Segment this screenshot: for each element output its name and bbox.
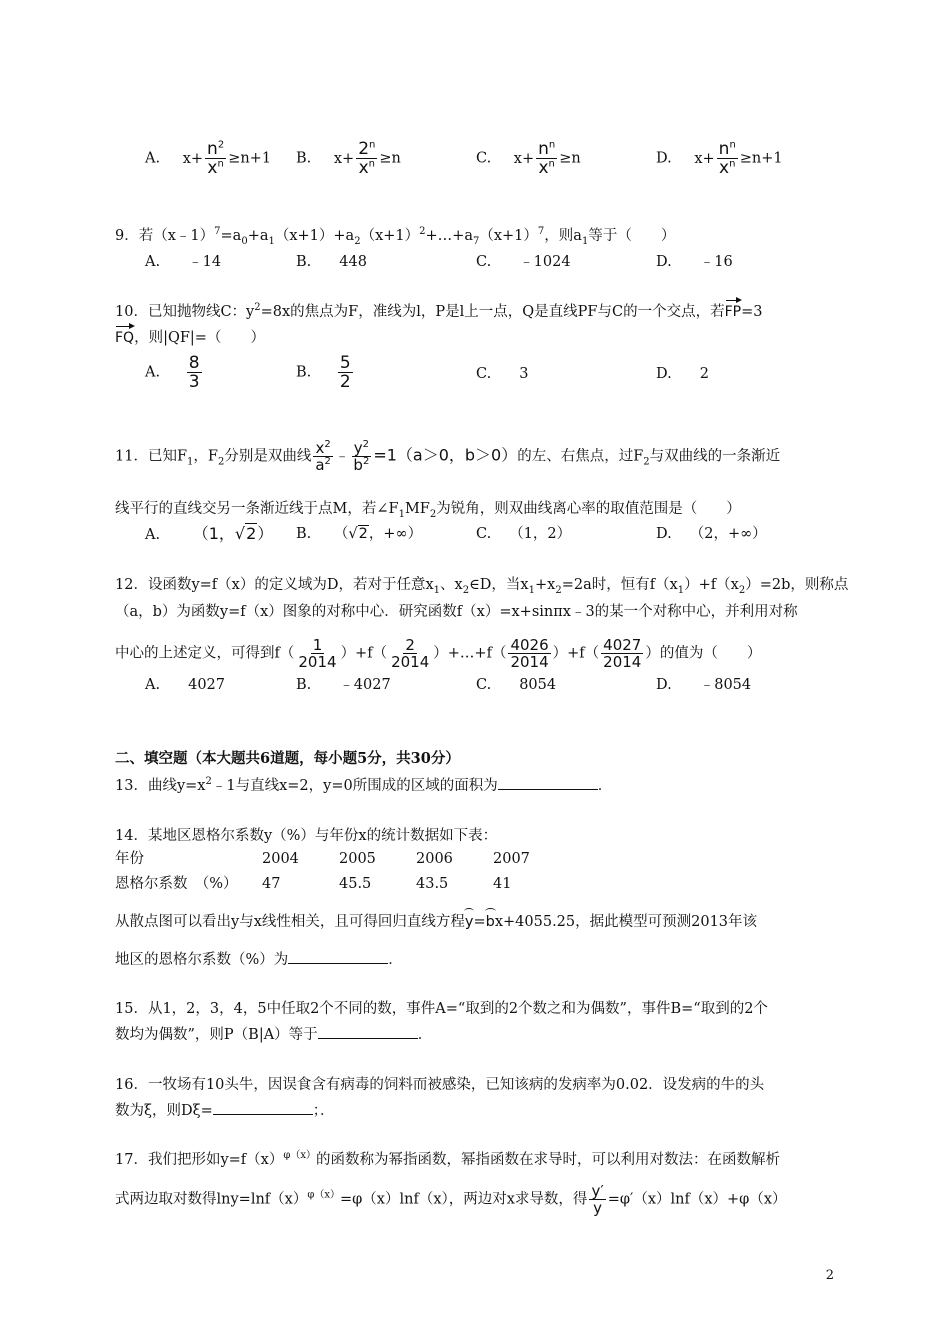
q15-stem-line1: 15．从1，2，3，4，5中任取2个不同的数，事件A=“取到的2个数之和为偶数”，事件B=“取到的2个 <box>115 1001 768 1017</box>
q15-stem-line2 <box>115 1024 432 1045</box>
subscript: 2 <box>462 584 470 596</box>
text: 式两边取对数得lny=lnf（x） <box>115 1191 308 1208</box>
subscript: 2 <box>738 584 746 596</box>
subscript: 2 <box>429 508 437 520</box>
fraction-denominator: 2014 <box>298 653 337 671</box>
q12-option-a <box>145 675 225 695</box>
fraction-numerator: y′ <box>591 1182 604 1200</box>
fraction-y-prime-over-y <box>589 1183 605 1216</box>
text: ． <box>417 1027 433 1043</box>
option-label: C. <box>476 677 492 693</box>
subscript: 7 <box>472 235 480 247</box>
q12-option-b <box>296 675 391 695</box>
option-value: 448 <box>339 254 367 270</box>
fraction <box>296 637 338 670</box>
superscript: n <box>729 158 736 170</box>
superscript: 7 <box>214 226 221 238</box>
fraction-numerator: 8 <box>188 353 200 373</box>
q8-option-d <box>656 140 783 177</box>
subscript: 1 <box>581 235 589 247</box>
text: 、x <box>440 577 463 593</box>
text: =8x的焦点为F，准线为l，P是l上一点，Q是直线PF与C的一个交点，若 <box>260 304 725 320</box>
superscript: 2 <box>205 776 212 788</box>
superscript: φ（x） <box>307 1189 340 1201</box>
text: ﹣1与直线x=2，y=0所围成的区域的面积为 <box>211 778 498 794</box>
option-label: D. <box>656 150 672 167</box>
q12-stem-line2 <box>115 602 798 622</box>
text: ∈D，当x <box>469 577 529 593</box>
subscript: 1 <box>398 508 405 520</box>
text: =a <box>220 228 242 244</box>
subscript: 2 <box>217 456 225 468</box>
q9-option-b <box>296 252 367 272</box>
text: ）+…+f（ <box>433 645 507 662</box>
fraction-denominator: x <box>538 158 549 178</box>
option-label: C. <box>476 150 492 167</box>
subscript: 2 <box>643 456 650 468</box>
superscript: 2 <box>362 439 369 450</box>
fraction-denominator: x <box>719 158 730 178</box>
q11-option-c <box>476 524 571 544</box>
text: （x+1）+a <box>274 228 355 244</box>
text: 等于（ ） <box>588 228 676 244</box>
text: （x+1） <box>479 228 538 244</box>
option-value: ，+∞） <box>368 526 423 542</box>
radicand: 2 <box>358 526 368 542</box>
superscript: 2 <box>419 226 426 238</box>
fraction-denominator: y <box>593 1199 603 1217</box>
q10-option-c <box>476 364 528 384</box>
option-value: 2 <box>699 366 709 382</box>
option-value: ﹣14 <box>188 254 222 270</box>
sqrt: √2 <box>348 526 368 542</box>
superscript: φ（x） <box>283 1150 316 1162</box>
q11-option-b <box>296 524 422 544</box>
superscript: n <box>729 139 736 151</box>
q9-option-d <box>656 252 733 272</box>
fraction-denominator: 2 <box>339 372 351 392</box>
q10-stem-line1 <box>115 302 762 322</box>
text: x+4055.25，据此模型可预测2013年该 <box>494 914 758 930</box>
text: = <box>473 914 486 930</box>
option-value: （ <box>333 526 349 542</box>
q17-stem-line1 <box>115 1150 780 1170</box>
option-text: ≥n+1 <box>739 150 783 167</box>
text: 的函数称为幂指函数，幂指函数在求导时，可以利用对数法：在函数解析 <box>316 1152 780 1168</box>
subscript: 1 <box>187 456 194 468</box>
fraction-denominator: 2014 <box>391 653 430 671</box>
vector-fp: FP <box>724 304 742 320</box>
option-value: 8054 <box>519 677 557 693</box>
table-cell: 47 <box>262 876 281 892</box>
option-label: C. <box>476 254 492 270</box>
page-number: 2 <box>825 1268 834 1283</box>
q9-stem <box>115 226 675 246</box>
subscript: 1 <box>268 235 275 247</box>
text: 数为ξ，则Dξ= <box>115 1103 213 1119</box>
option-value: （1， <box>192 524 235 543</box>
superscript: 2 <box>324 439 331 450</box>
q11-stem-line1 <box>115 440 780 473</box>
q14-intro: 14．某地区恩格尔系数y（%）与年份x的统计数据如下表： <box>115 828 498 844</box>
fraction-numerator: n <box>538 139 549 159</box>
q9-option-a <box>145 252 221 272</box>
fraction <box>338 354 353 391</box>
subscript: 0 <box>241 235 248 247</box>
fraction <box>601 637 643 670</box>
text: 分别是双曲线 <box>224 448 312 465</box>
q12-stem-line3 <box>115 637 761 670</box>
text: 9．若（x﹣1） <box>115 228 215 244</box>
option-text: x+ <box>694 150 715 167</box>
text: 12．设函数y=f（x）的定义域为D，若对于任意x <box>115 577 434 593</box>
table-header-cell: 2005 <box>339 851 376 867</box>
fraction-numerator: 5 <box>339 353 351 373</box>
fraction <box>717 140 738 177</box>
text: ）+f（ <box>340 645 388 662</box>
q10-option-d <box>656 364 709 384</box>
fraction <box>187 354 202 391</box>
fraction-numerator: n <box>718 139 730 159</box>
superscript: 2 <box>362 456 370 467</box>
subscript: 2 <box>555 584 562 596</box>
superscript: n <box>548 158 555 170</box>
option-value: ﹣8054 <box>699 677 752 693</box>
table-cell: 41 <box>493 876 512 892</box>
sqrt: √2 <box>234 524 257 543</box>
fraction-denominator: x <box>207 158 218 178</box>
option-label: A. <box>145 527 161 543</box>
q16-stem-line1: 16．一牧场有10头牛，因误食含有病毒的饲料而被感染，已知该病的发病率为0.02．设发病的牛的头 <box>115 1077 765 1093</box>
option-label: D. <box>656 677 672 693</box>
option-label: C. <box>476 366 492 382</box>
answer-blank[interactable] <box>288 949 388 964</box>
text: 17．我们把形如y=f（x） <box>115 1152 284 1168</box>
option-value: ﹣1024 <box>519 254 571 270</box>
text: 为锐角，则双曲线离心率的取值范围是（ ） <box>436 501 741 517</box>
option-label: B. <box>296 150 312 167</box>
q8-option-a <box>145 140 271 177</box>
table-header-cell: 2006 <box>416 851 453 867</box>
text: +a <box>247 228 269 244</box>
q10-stem-line2 <box>115 328 265 348</box>
text: 与双曲线的一条渐近 <box>649 448 781 465</box>
q17-stem-line2 <box>115 1183 787 1216</box>
option-label: C. <box>476 526 492 542</box>
fraction <box>356 140 377 177</box>
text: 数均为偶数”，则P（B|A）等于 <box>115 1027 318 1043</box>
text: 的左、右焦点，过F <box>517 448 644 465</box>
text: （a，b）为函数y=f（x）图象的对称中心．研究函数f（x）=x+sinπx﹣3的某一个对称中心，并利用对称 <box>115 604 798 620</box>
fraction-numerator: 4026 <box>510 636 549 654</box>
option-label: A. <box>145 150 161 167</box>
superscript: 2 <box>324 456 331 467</box>
table-header-cell: 2004 <box>262 851 299 867</box>
q12-option-c <box>476 675 556 695</box>
fraction-numerator: x <box>315 439 325 457</box>
fraction <box>536 140 557 177</box>
q8-option-c <box>476 140 581 177</box>
text: ． <box>388 952 403 968</box>
text: 地区的恩格尔系数（%）为 <box>115 952 289 968</box>
text: 10．已知抛物线C：y <box>115 304 255 320</box>
text: （x+1） <box>360 228 420 244</box>
option-text: x+ <box>513 150 535 167</box>
superscript: n <box>217 158 224 170</box>
fraction-x2-a2 <box>313 440 333 473</box>
text: ）+f（x <box>684 577 739 593</box>
q9-option-c <box>476 252 571 272</box>
text: ）+f（ <box>552 645 600 662</box>
subscript: 1 <box>433 584 441 596</box>
b-hat: b <box>485 914 495 930</box>
option-label: B. <box>296 254 312 270</box>
table-cell: 恩格尔系数 （%） <box>115 876 238 892</box>
option-label: B. <box>296 526 312 542</box>
text: ，则a <box>544 228 582 244</box>
option-text: ≥n <box>379 150 401 167</box>
subscript: 1 <box>528 584 535 596</box>
fraction-numerator: 2 <box>405 636 415 654</box>
option-text: ≥n+1 <box>228 150 272 167</box>
q14-stem-line2 <box>115 949 403 970</box>
q10-option-b <box>296 354 355 391</box>
option-value: （2，+∞） <box>689 526 767 542</box>
option-value: ﹣4027 <box>339 677 391 693</box>
fraction-denominator: a <box>315 456 325 474</box>
text: 中心的上述定义，可得到f（ <box>115 645 295 662</box>
option-label: A. <box>145 364 161 381</box>
table-cell: 45.5 <box>339 876 372 892</box>
q10-option-a <box>145 354 204 391</box>
text: =3 <box>741 304 763 320</box>
text: 线平行的直线交另一条渐近线于点M，若∠F <box>115 501 399 517</box>
q12-stem-line1 <box>115 575 848 595</box>
fraction-numerator: y <box>353 439 363 457</box>
text: +x <box>535 577 556 593</box>
fraction-numerator: n <box>207 139 218 159</box>
text: ）的值为（ ） <box>645 645 762 662</box>
option-value: ） <box>257 524 274 543</box>
q14-stem-line1 <box>115 912 757 932</box>
option-text: x+ <box>333 150 355 167</box>
q11-option-a <box>145 524 273 545</box>
section-heading: 二、填空题（本大题共6道题，每小题5分，共30分） <box>115 750 460 767</box>
subscript: 2 <box>354 235 361 247</box>
radicand: 2 <box>246 524 257 543</box>
text: MF <box>404 501 430 517</box>
option-value: 3 <box>519 366 529 382</box>
text: 从散点图可以看出y与x线性相关，且可得回归直线方程 <box>115 914 465 930</box>
vector-fq: FQ <box>115 330 135 346</box>
superscript: n <box>369 139 376 151</box>
text: =2a时，恒有f（x <box>561 577 678 593</box>
fraction-denominator: 2014 <box>510 653 549 671</box>
fraction <box>508 637 550 670</box>
superscript: 7 <box>537 226 545 238</box>
fraction-numerator: 4027 <box>603 636 642 654</box>
answer-blank[interactable] <box>318 1024 418 1039</box>
table-header-cell: 年份 <box>115 851 144 867</box>
q11-stem-line2 <box>115 499 741 519</box>
superscript: n <box>548 139 556 151</box>
fraction-denominator: b <box>353 456 363 474</box>
text: 13．曲线y=x <box>115 778 206 794</box>
table-cell: 43.5 <box>416 876 449 892</box>
option-label: D. <box>656 526 672 542</box>
text: =φ（x）lnf（x），两边对x求导数，得 <box>340 1191 588 1208</box>
option-text: ≥n <box>559 150 581 167</box>
q13-stem <box>115 775 612 796</box>
q12-option-d <box>656 675 751 695</box>
y-hat: y <box>464 914 474 930</box>
answer-blank[interactable] <box>498 775 598 790</box>
text: ，F <box>193 448 218 465</box>
option-label: D. <box>656 254 672 270</box>
fraction-numerator: 1 <box>312 636 323 654</box>
option-label: D. <box>656 366 672 382</box>
q8-option-b <box>296 140 401 177</box>
q11-option-d <box>656 524 767 544</box>
option-label: A. <box>145 677 161 693</box>
option-label: B. <box>296 364 312 381</box>
text: +…+a <box>425 228 473 244</box>
fraction <box>389 637 431 670</box>
superscript: n <box>368 158 375 170</box>
condition-text: =1（a＞0，b＞0） <box>373 445 518 465</box>
text: ；． <box>312 1103 335 1119</box>
option-value: 4027 <box>188 677 225 693</box>
superscript: 2 <box>217 139 225 151</box>
q16-stem-line2 <box>115 1100 335 1121</box>
subscript: 1 <box>677 584 685 596</box>
text: ）=2b，则称点 <box>745 577 849 593</box>
text: 11．已知F <box>115 448 188 465</box>
fraction-denominator: 2014 <box>603 653 642 671</box>
text: ﹣ <box>334 448 350 465</box>
fraction-denominator: 3 <box>188 372 200 392</box>
fraction <box>205 140 226 177</box>
text: ． <box>597 778 613 794</box>
option-value: （1，2） <box>509 526 572 542</box>
option-label: B. <box>296 677 312 693</box>
option-text: x+ <box>182 150 204 167</box>
answer-blank[interactable] <box>213 1100 313 1115</box>
option-label: A. <box>145 254 161 270</box>
fraction-denominator: x <box>358 158 369 178</box>
option-value: ﹣16 <box>699 254 733 270</box>
fraction-y2-b2 <box>351 440 371 473</box>
fraction-numerator: 2 <box>358 139 370 159</box>
text: ，则|QF|=（ ） <box>134 330 265 346</box>
text: =φ′（x）lnf（x）+φ（x） <box>607 1191 787 1208</box>
superscript: 2 <box>254 302 261 314</box>
table-header-cell: 2007 <box>493 851 530 867</box>
